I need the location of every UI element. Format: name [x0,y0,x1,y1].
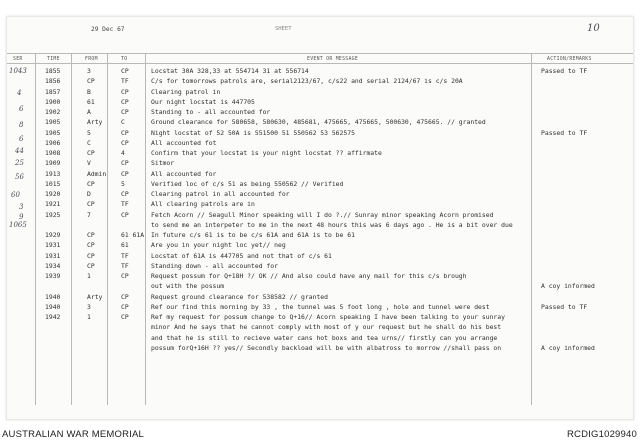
row-from: Admin [87,169,107,178]
col-rule-4 [145,53,146,405]
row-from: 7 [87,210,91,219]
col-rule-1 [35,53,36,405]
row-text: Request possum for Q+18H ?/ OK // And also could have any mail for this c/s brough [151,272,467,280]
row-text: Verified loc of c/s 51 as being 550562 // Verified [151,179,344,188]
row-to: CP [121,190,129,198]
margin-annotation: 6 [19,105,24,113]
row-from: CP [87,231,95,239]
row-time: 1905 [45,128,61,137]
row-text: Our night locstat is 447705 [151,97,255,106]
row-time: 1857 [45,87,61,96]
margin-annotation: 56 [15,173,24,181]
row-to: CP [121,108,129,116]
row-text: All accounted fot [151,138,217,147]
row-to: CP [121,302,129,311]
row-text: In future c/s 61 is to be c/s 61A and 61A is to be 61 [151,231,355,239]
footer-id: RCDIG1029940 [567,429,637,440]
row-text: Clearing patrol in all accounted for [151,190,290,198]
row-from: CP [87,261,95,270]
row-text: Ref our find this morning by 33 , the tunnel was 5 foot long , hole and tunnel were dest [151,302,490,311]
row-from: C [87,138,91,147]
row-to: 61 61A [121,231,145,239]
row-to: CP [121,169,129,178]
row-time: 1942 [45,313,61,321]
row-time: 1940 [45,302,61,311]
row-from: 3 [87,67,91,75]
row-to: 5 [121,179,125,188]
row-from: CP [87,251,95,260]
row-text: Clearing patrol in [151,87,221,96]
log-sheet [6,16,634,420]
margin-annotation: 1043 [9,67,27,75]
row-time: 1931 [45,251,61,260]
row-from: Arty [87,118,103,127]
row-text: Confirm that your locstat is your night locstat ?? affirmate [151,149,382,157]
row-time: 1920 [45,190,61,198]
row-text: Locstat of 61A is 447705 and not that of c/s 61 [151,251,332,260]
margin-annotation: 25 [15,159,24,167]
row-to: CP [121,138,129,147]
col-action: ACTION/REMARKS [547,57,592,62]
row-time: 1855 [45,67,61,75]
margin-annotation: 4 [17,89,22,97]
row-to: CP [121,313,129,321]
row-text: Fetch Acorn // Seagull Minor speaking will I do ?.// Sunray minor speaking Acorn promised [151,210,494,219]
row-from: 1 [87,313,91,321]
row-to: CP [121,272,129,280]
row-text: and that he is still to recieve water cans hot boxs and tea urns// firstly can you arrange [151,333,498,342]
row-action: Passed to TF [541,128,588,137]
margin-annotation: 9 [19,213,24,221]
row-text: C/s for tomorrows patrols are, serial2123/67, c/s22 and serial 2124/67 is c/s 20A [151,77,463,86]
header-rule [7,63,633,64]
margin-annotation: 3 [19,203,24,211]
row-to: TF [121,200,129,209]
row-from: D [87,190,91,198]
row-time: 1934 [45,261,61,270]
row-text: Locstat 30A 328,33 at 554714 31 at 556714 [151,67,309,75]
row-text: Standing to - all accounted for [151,108,271,116]
row-to: CP [121,87,129,96]
row-from: 5 [87,128,91,137]
row-to: CP [121,67,129,75]
sheet-title: SHEET [275,26,292,32]
margin-annotation: 44 [15,147,24,155]
row-from: A [87,108,91,116]
row-text: out with the possum [151,282,225,291]
row-time: 1921 [45,200,61,209]
row-action: Passed to TF [541,302,588,311]
col-time: TIME [47,57,60,62]
row-time: 1906 [45,138,61,147]
row-time: 1909 [45,159,61,168]
row-to: CP [121,210,129,219]
row-text: Ref my request for possum change to Q+16// Acorn speaking I have been talking to your sunray [151,313,505,321]
row-from: CP [87,241,95,250]
row-from: 61 [87,97,95,106]
row-time: 1925 [45,210,61,219]
row-text: Are you in your night loc yet// neg [151,241,286,250]
row-to: TF [121,261,129,270]
row-to: TF [121,77,129,86]
row-action: A coy informed [541,343,595,352]
page-number: 10 [587,23,600,34]
row-time: 1905 [45,118,61,127]
row-from: CP [87,200,95,209]
margin-annotation: 60 [11,191,20,199]
row-from: 1 [87,272,91,280]
row-action: A coy informed [541,282,595,291]
row-time: 1900 [45,97,61,106]
sheet-date: 29 Dec 67 [91,26,125,33]
row-to: CP [121,159,129,168]
row-text: to send me an interpeter to me in the next 48 hours this was 6 days ago . He is a bit over due [151,220,513,229]
col-rule-2 [71,53,72,405]
footer-source: AUSTRALIAN WAR MEMORIAL [2,429,145,440]
col-from: FROM [85,57,98,62]
row-text: All accounted for [151,169,217,178]
row-from: 3 [87,302,91,311]
row-to: 61 [121,241,129,250]
col-ser: SER [13,57,23,62]
row-text: Night locstat of 52 50A is 551500 51 550562 53 562575 [151,128,355,137]
row-time: 1939 [45,272,61,280]
margin-annotation: 8 [19,121,24,129]
row-from: CP [87,77,95,86]
row-time: 1902 [45,108,61,116]
col-rule-3 [107,53,108,405]
row-to: CP [121,128,129,137]
row-action: Passed to TF [541,67,588,75]
top-rule [7,53,633,54]
row-text: Request ground clearance for 538582 // granted [151,292,328,301]
row-from: V [87,159,91,168]
row-text: minor And he says that he cannot comply with most of y our request but he shall do his best [151,323,502,332]
row-from: B [87,87,91,96]
footer [0,426,640,442]
row-to: TF [121,251,129,260]
row-from: CP [87,149,95,157]
row-time: 1940 [45,292,61,301]
row-to: C [121,118,125,127]
row-time: 1931 [45,241,61,250]
row-time: 1913 [45,169,61,178]
margin-annotation: 6 [19,135,24,143]
row-time: 1856 [45,77,61,86]
row-time: 1929 [45,231,61,239]
row-time: 1015 [45,179,61,188]
row-text: Sitmor [151,159,175,168]
row-time: 1908 [45,149,61,157]
row-to: CP [121,97,129,106]
row-from: CP [87,179,95,188]
row-to: 4 [121,149,125,157]
row-text: possum forQ+16H ?? yes// Secondly backload will be with albatross to morrow //shall pass on [151,343,502,352]
margin-annotation: 1065 [9,221,27,229]
row-to: CP [121,292,129,301]
col-event: EVENT OR MESSAGE [307,57,359,62]
row-text: All clearing patrols are in [151,200,255,209]
col-to: TO [121,57,128,62]
row-from: Arty [87,292,103,301]
row-text: Standing down - all accounted for [151,261,278,270]
row-text: Ground clearance for 580658, 580630, 485681, 475665, 475665, 500630, 475665. // granted [151,118,486,127]
